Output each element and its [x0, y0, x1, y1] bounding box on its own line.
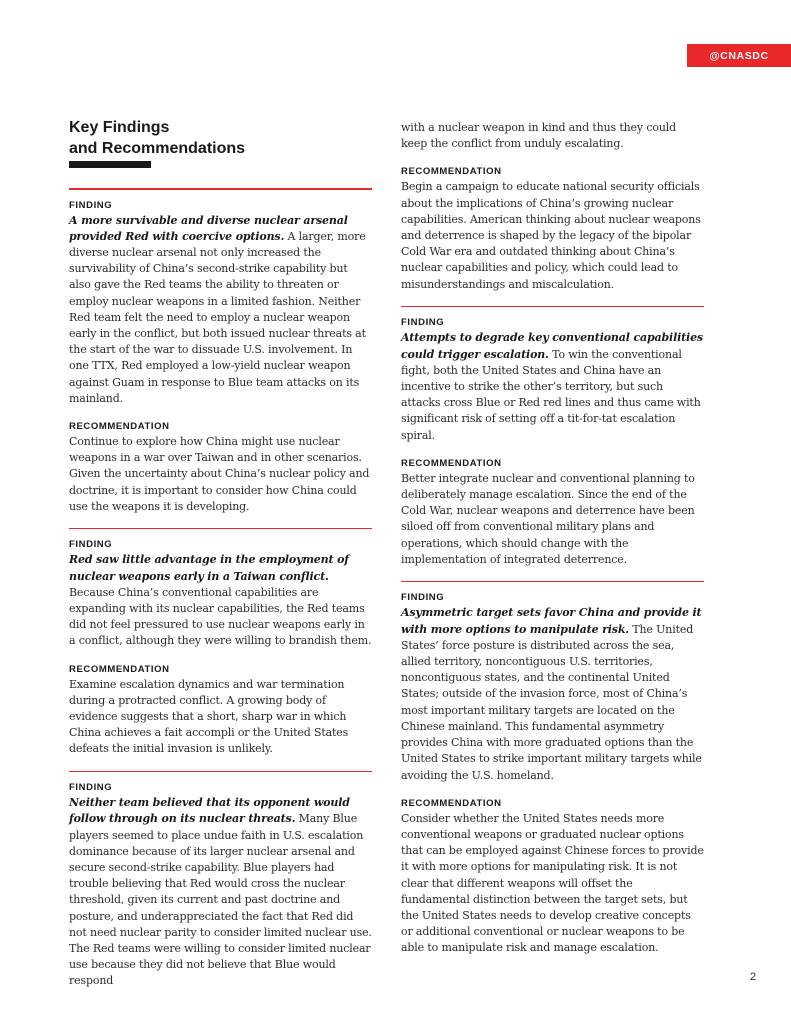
recommendation-block — [401, 165, 704, 292]
handle-tag: @CNASDC — [687, 44, 791, 67]
finding-lead: Red saw little advantage in the employment of nuclear weapons early in a Taiwan conflict. — [69, 553, 349, 583]
finding-lead: A more survivable and diverse nuclear arsenal provided Red with coercive options. — [69, 213, 348, 243]
finding-block — [401, 306, 704, 444]
section-title-line1: Key Findings — [69, 119, 170, 136]
paragraph-body: Many Blue players seemed to place undue faith in U.S. escalation dominance because of its larger nuclear arsenal and secure second-strike capability. Blue players had trouble believing that Red would cross the nuclear threshold, given its current and past doctrine and posture, and underappreciated the fact that Red did not need nuclear parity to consider limited nuclear use. The Red teams were willing to consider limited nuclear use because they did not believe that Blue would respond — [69, 812, 372, 988]
finding-label: FINDING — [69, 782, 113, 794]
finding-lead: Attempts to degrade key conventional capabilities could trigger escalation. — [401, 331, 703, 361]
finding-text — [69, 213, 372, 407]
finding-text — [401, 605, 704, 783]
recommendation-block — [69, 663, 372, 758]
paragraph-body: Because China’s conventional capabilities are expanding with its nuclear capabilities, the Red teams did not feel pressured to use nuclear weapons early in a conflict, although they were willing to brandish them. — [69, 585, 372, 648]
paragraph-body: with a nuclear weapon in kind and thus they could keep the conflict from unduly escalating. — [401, 121, 677, 151]
finding-text — [69, 795, 372, 989]
section-title — [69, 118, 372, 159]
paragraph-body: Continue to explore how China might use nuclear weapons in a war over Taiwan and in other scenarios. Given the uncertainty about China’s nuclear policy and doctrine, it is important to consider how China could use the weapons it is developing. — [69, 434, 370, 513]
continuation-block — [401, 120, 704, 152]
left-column — [69, 118, 372, 1003]
finding-lead: Neither team believed that its opponent would follow through on its nuclear threats. — [69, 796, 350, 826]
finding-text — [401, 330, 704, 443]
section-divider — [69, 528, 372, 530]
recommendation-text — [401, 471, 704, 568]
paragraph-body: The United States’ force posture is distributed across the sea, allied territory, noncontiguous U.S. territories, noncontiguous states, and the continental United States; outside of the invasion force, most of China’s most important military targets are located on the Chinese mainland. This fundamental asymmetry provides China with more graduated options than the United States to strike important military targets while avoiding the U.S. homeland. — [401, 622, 702, 782]
paragraph-body: A larger, more diverse nuclear arsenal not only increased the survivability of China’s second-strike capability but also gave the Red teams the ability to threaten or employ nuclear weapons in a limited fashion. Neither Red team felt the need to employ a nuclear weapon early in the conflict, but both issued nuclear threats at the start of the war to dissuade U.S. involvement. In one TTX, Red employed a low-yield nuclear weapon against Guam in response to Blue team attacks on its mainland. — [69, 229, 366, 405]
page-number: 2 — [750, 971, 757, 983]
recommendation-label: RECOMMENDATION — [401, 166, 502, 178]
paragraph-body: Better integrate nuclear and conventional planning to deliberately manage escalation. Since the end of the Cold War, nuclear weapons and deterrence have been siloed off from conventional military plans and operations, which should change with the implementation of integrated deterrence. — [401, 471, 695, 566]
paragraph-body: Consider whether the United States needs more conventional weapons or graduated nuclear options that can be employed against Chinese forces to provide it with more options for manipulating risk. It is not clear that different weapons will offset the fundamental distinction between the target sets, but the United States needs to develop creative concepts or additional conventional or nuclear weapons to be able to manipulate risk and manage escalation. — [401, 811, 704, 955]
recommendation-text — [401, 179, 704, 292]
section-divider — [401, 581, 704, 583]
finding-block — [69, 528, 372, 650]
recommendation-text — [69, 677, 372, 758]
right-column — [401, 120, 704, 970]
recommendation-block — [69, 420, 372, 515]
left-blocks — [69, 188, 372, 990]
paragraph-body: To win the conventional fight, both the United States and China have an incentive to strike the other’s territory, but such attacks cross Blue or Red red lines and thus came with significant risk of setting off a tit-for-tat escalation spiral. — [401, 347, 701, 442]
paragraph-body: Begin a campaign to educate national security officials about the implications of China’s growing nuclear capabilities. American thinking about nuclear weapons and deterrence is shaped by the legacy of the bipolar Cold War era and outdated thinking about China’s nuclear capabilities and policy, which could lead to misunderstandings and miscalculation. — [401, 180, 701, 291]
section-divider — [69, 771, 372, 773]
finding-text — [69, 552, 372, 649]
section-divider — [401, 306, 704, 308]
finding-label: FINDING — [69, 199, 113, 211]
finding-block — [401, 581, 704, 784]
finding-label: FINDING — [401, 592, 445, 604]
recommendation-label: RECOMMENDATION — [69, 663, 170, 675]
finding-label: FINDING — [401, 317, 445, 329]
recommendation-text — [69, 434, 372, 515]
finding-lead: Asymmetric target sets favor China and provide it with more options to manipulate risk. — [401, 606, 702, 636]
finding-label: FINDING — [69, 539, 113, 551]
finding-block — [69, 771, 372, 990]
continuation-text — [401, 120, 704, 152]
recommendation-label: RECOMMENDATION — [69, 420, 170, 432]
recommendation-text — [401, 811, 704, 957]
recommendation-label: RECOMMENDATION — [401, 797, 502, 809]
recommendation-label: RECOMMENDATION — [401, 457, 502, 469]
section-title-line2: and Recommendations — [69, 139, 246, 157]
right-blocks — [401, 120, 704, 957]
recommendation-block — [401, 797, 704, 957]
paragraph-body: Examine escalation dynamics and war termination during a protracted conflict. A growing body of evidence suggests that a short, sharp war in which China achieves a fait accompli or the United States defeats the initial invasion is unlikely. — [69, 677, 349, 756]
title-underline-bar — [69, 161, 151, 168]
recommendation-block — [401, 457, 704, 568]
finding-block — [69, 188, 372, 407]
section-divider — [69, 188, 372, 190]
